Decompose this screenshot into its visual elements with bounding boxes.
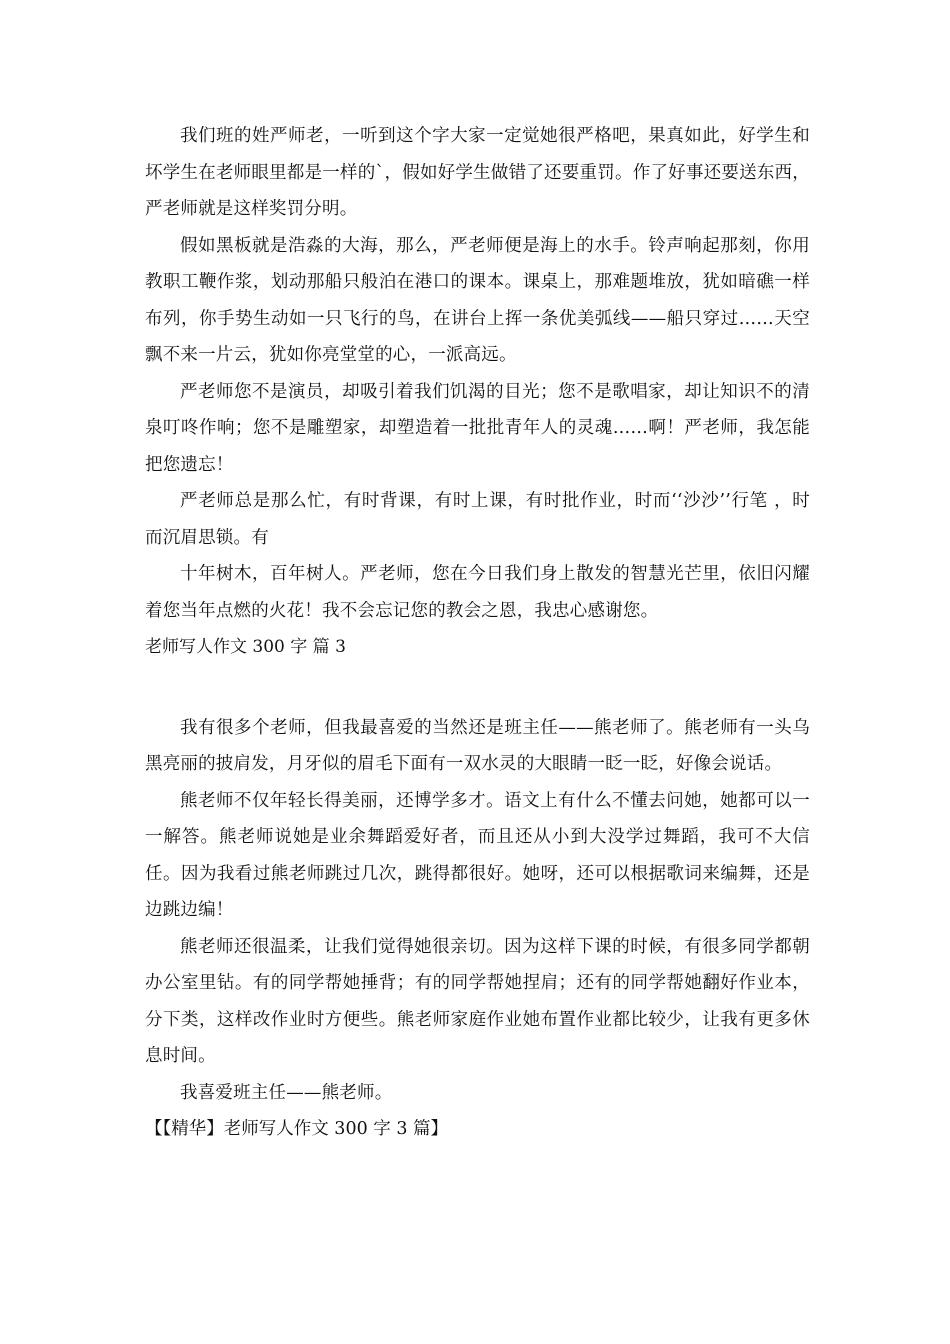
paragraph-5: 十年树木，百年树人。严老师，您在今日我们身上散发的智慧光芒里，依旧闪耀着您当年点燃的火花！我不会忘记您的教会之恩，我忠心感谢您。: [145, 564, 810, 621]
section-heading: 老师写人作文 300 字 篇 3: [145, 637, 346, 657]
paragraph-9: 我喜爱班主任——熊老师。: [180, 1082, 393, 1103]
paragraph-4: 严老师总是那么忙，有时背课，有时上课，有时批作业，时而‘‘沙沙’’行笔 ，时而沉眉思锁。有: [145, 491, 810, 548]
paragraph-1: 我们班的姓严师老，一听到这个字大家一定觉她很严格吧，果真如此，好学生和坏学生在老师眼里都是一样的`，假如好学生做错了还要重罚。作了好事还要送东西，严老师就是这样奖罚分明。: [145, 126, 810, 219]
paragraph-3: 严老师您不是演员，却吸引着我们饥渴的目光；您不是歌唱家，却让知识不的清泉叮咚作响；您不是雕塑家，却塑造着一批批青年人的灵魂……啊！严老师，我怎能把您遗忘！: [145, 381, 810, 475]
paragraph-7: 熊老师不仅年轻长得美丽，还博学多才。语文上有什么不懂去问她，她都可以一一解答。熊老师说她是业余舞蹈爱好者，而且还从小到大没学过舞蹈，我可不大信任。因为我看过熊老师跳过几次，跳得都很好。她呀，还可以根据歌词来编舞，还是边跳边编！: [145, 790, 810, 920]
document-body: [145, 118, 810, 1148]
document-title-footer: 【【精华】老师写人作文 300 字 3 篇】: [145, 1119, 449, 1139]
paragraph-8: 熊老师还很温柔，让我们觉得她很亲切。因为这样下课的时候，有很多同学都朝办公室里钻。有的同学帮她捶背；有的同学帮她捏肩；还有的同学帮她翻好作业本，分下类，这样改作业时方便些。熊老师家庭作业她布置作业都比较少，让我有更多休息时间。: [145, 936, 810, 1066]
heading-spacer: [145, 666, 810, 710]
paragraph-2: 假如黑板就是浩淼的大海，那么，严老师便是海上的水手。铃声响起那刻，你用教职工鞭作浆，划动那船只般泊在港口的课本。课桌上，那难题堆放，犹如暗礁一样布列，你手势生动如一只飞行的鸟，在讲台上挥一条优美弧线——船只穿过……天空飘不来一片云，犹如你亮堂堂的心，一派高远。: [145, 235, 810, 365]
paragraph-6: 我有很多个老师，但我最喜爱的当然还是班主任——熊老师了。熊老师有一头乌黑亮丽的披肩发，月牙似的眉毛下面有一双水灵的大眼睛一眨一眨，好像会说话。: [145, 717, 810, 774]
